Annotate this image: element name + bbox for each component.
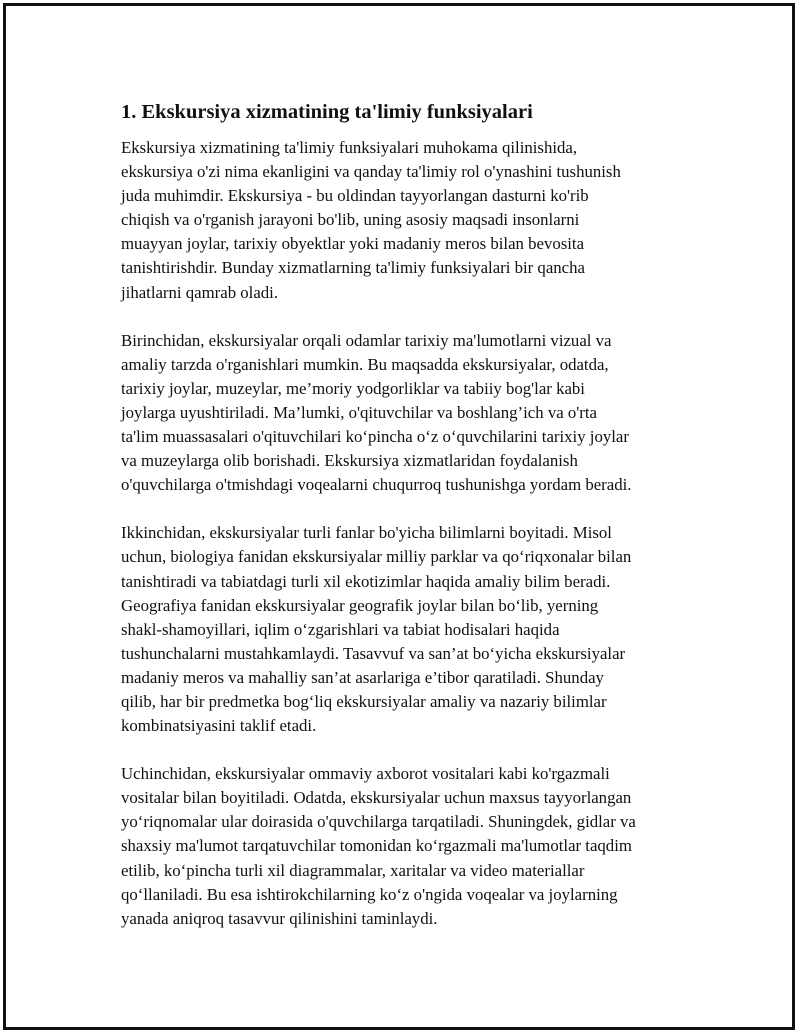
text-line: kombinatsiyasini taklif etadi. [121, 716, 317, 736]
text-line: madaniy meros va mahalliy san’at asarlariga e’tibor qaratiladi. Shunday [121, 667, 604, 687]
page-frame [3, 3, 795, 1030]
text-line: Birinchidan, ekskursiyalar orqali odamlar tarixiy ma'lumotlarni vizual va [121, 330, 612, 350]
paragraph-3 [121, 521, 701, 738]
text-line: qilib, har bir predmetka bog‘liq ekskursiyalar amaliy va nazariy bilimlar [121, 691, 607, 711]
text-line: o'quvchilarga o'tmishdagi voqealarni chuqurroq tushunishga yordam beradi. [121, 475, 632, 495]
text-line: amaliy tarzda o'rganishlari mumkin. Bu maqsadda ekskursiyalar, odatda, [121, 354, 609, 374]
paragraph-1 [121, 136, 701, 305]
text-line: yo‘riqnomalar ular doirasida o'quvchilarga tarqatiladi. Shuningdek, gidlar va [121, 812, 636, 832]
text-line: ta'lim muassasalari o'qituvchilari ko‘pincha o‘z o‘quvchilarini tarixiy joylar [121, 427, 629, 447]
text-line: tushunchalarni mustahkamlaydi. Tasavvuf va san’at bo‘yicha ekskursiyalar [121, 643, 626, 663]
text-line: yanada aniqroq tasavvur qilinishini taminlaydi. [121, 908, 438, 928]
text-line: qo‘llaniladi. Bu esa ishtirokchilarning ko‘z o'ngida voqealar va joylarning [121, 884, 618, 904]
text-line: uchun, biologiya fanidan ekskursiyalar milliy parklar va qo‘riqxonalar bilan [121, 547, 632, 567]
text-line: Uchinchidan, ekskursiyalar ommaviy axborot vositalari kabi ko'rgazmali [121, 764, 610, 784]
text-line: joylarga uyushtiriladi. Ma’lumki, o'qituvchilar va boshlang’ich va o'rta [121, 402, 597, 422]
text-line: tarixiy joylar, muzeylar, me’moriy yodgorliklar va tabiiy bog'lar kabi [121, 378, 585, 398]
text-line: muayyan joylar, tarixiy obyektlar yoki madaniy meros bilan bevosita [121, 234, 585, 254]
text-line: tanishtirishdir. Bunday xizmatlarning ta'limiy funksiyalari bir qancha [121, 258, 585, 278]
document-body [121, 98, 701, 955]
paragraph-2 [121, 329, 701, 498]
text-line: jihatlarni qamrab oladi. [121, 282, 279, 302]
text-line: va muzeylarga olib borishadi. Ekskursiya xizmatlaridan foydalanish [121, 451, 578, 471]
text-line: etilib, ko‘pincha turli xil diagrammalar, xaritalar va video materiallar [121, 860, 585, 880]
page-title: 1. Ekskursiya xizmatining ta'limiy funksiyalari [121, 101, 533, 123]
text-line: shaxsiy ma'lumot tarqatuvchilar tomonidan ko‘rgazmali ma'lumotlar taqdim [121, 836, 632, 856]
text-line: Geografiya fanidan ekskursiyalar geografik joylar bilan bo‘lib, yerning [121, 595, 599, 615]
text-line: chiqish va o'rganish jarayoni bo'lib, uning asosiy maqsadi insonlarni [121, 210, 580, 230]
text-line: vositalar bilan boyitiladi. Odatda, ekskursiyalar uchun maxsus tayyorlangan [121, 788, 632, 808]
text-line: Ikkinchidan, ekskursiyalar turli fanlar bo'yicha bilimlarni boyitadi. Misol [121, 523, 612, 543]
paragraph-4 [121, 762, 701, 931]
text-line: tanishtiradi va tabiatdagi turli xil ekotizimlar haqida amaliy bilim beradi. [121, 571, 611, 591]
text-line: juda muhimdir. Ekskursiya - bu oldindan tayyorlangan dasturni ko'rib [121, 186, 589, 206]
text-line: ekskursiya o'zi nima ekanligini va qanday ta'limiy rol o'ynashini tushunish [121, 162, 621, 182]
text-line: Ekskursiya xizmatining ta'limiy funksiyalari muhokama qilinishida, [121, 138, 578, 157]
text-line: shakl-shamoyillari, iqlim o‘zgarishlari va tabiat hodisalari haqida [121, 619, 560, 639]
